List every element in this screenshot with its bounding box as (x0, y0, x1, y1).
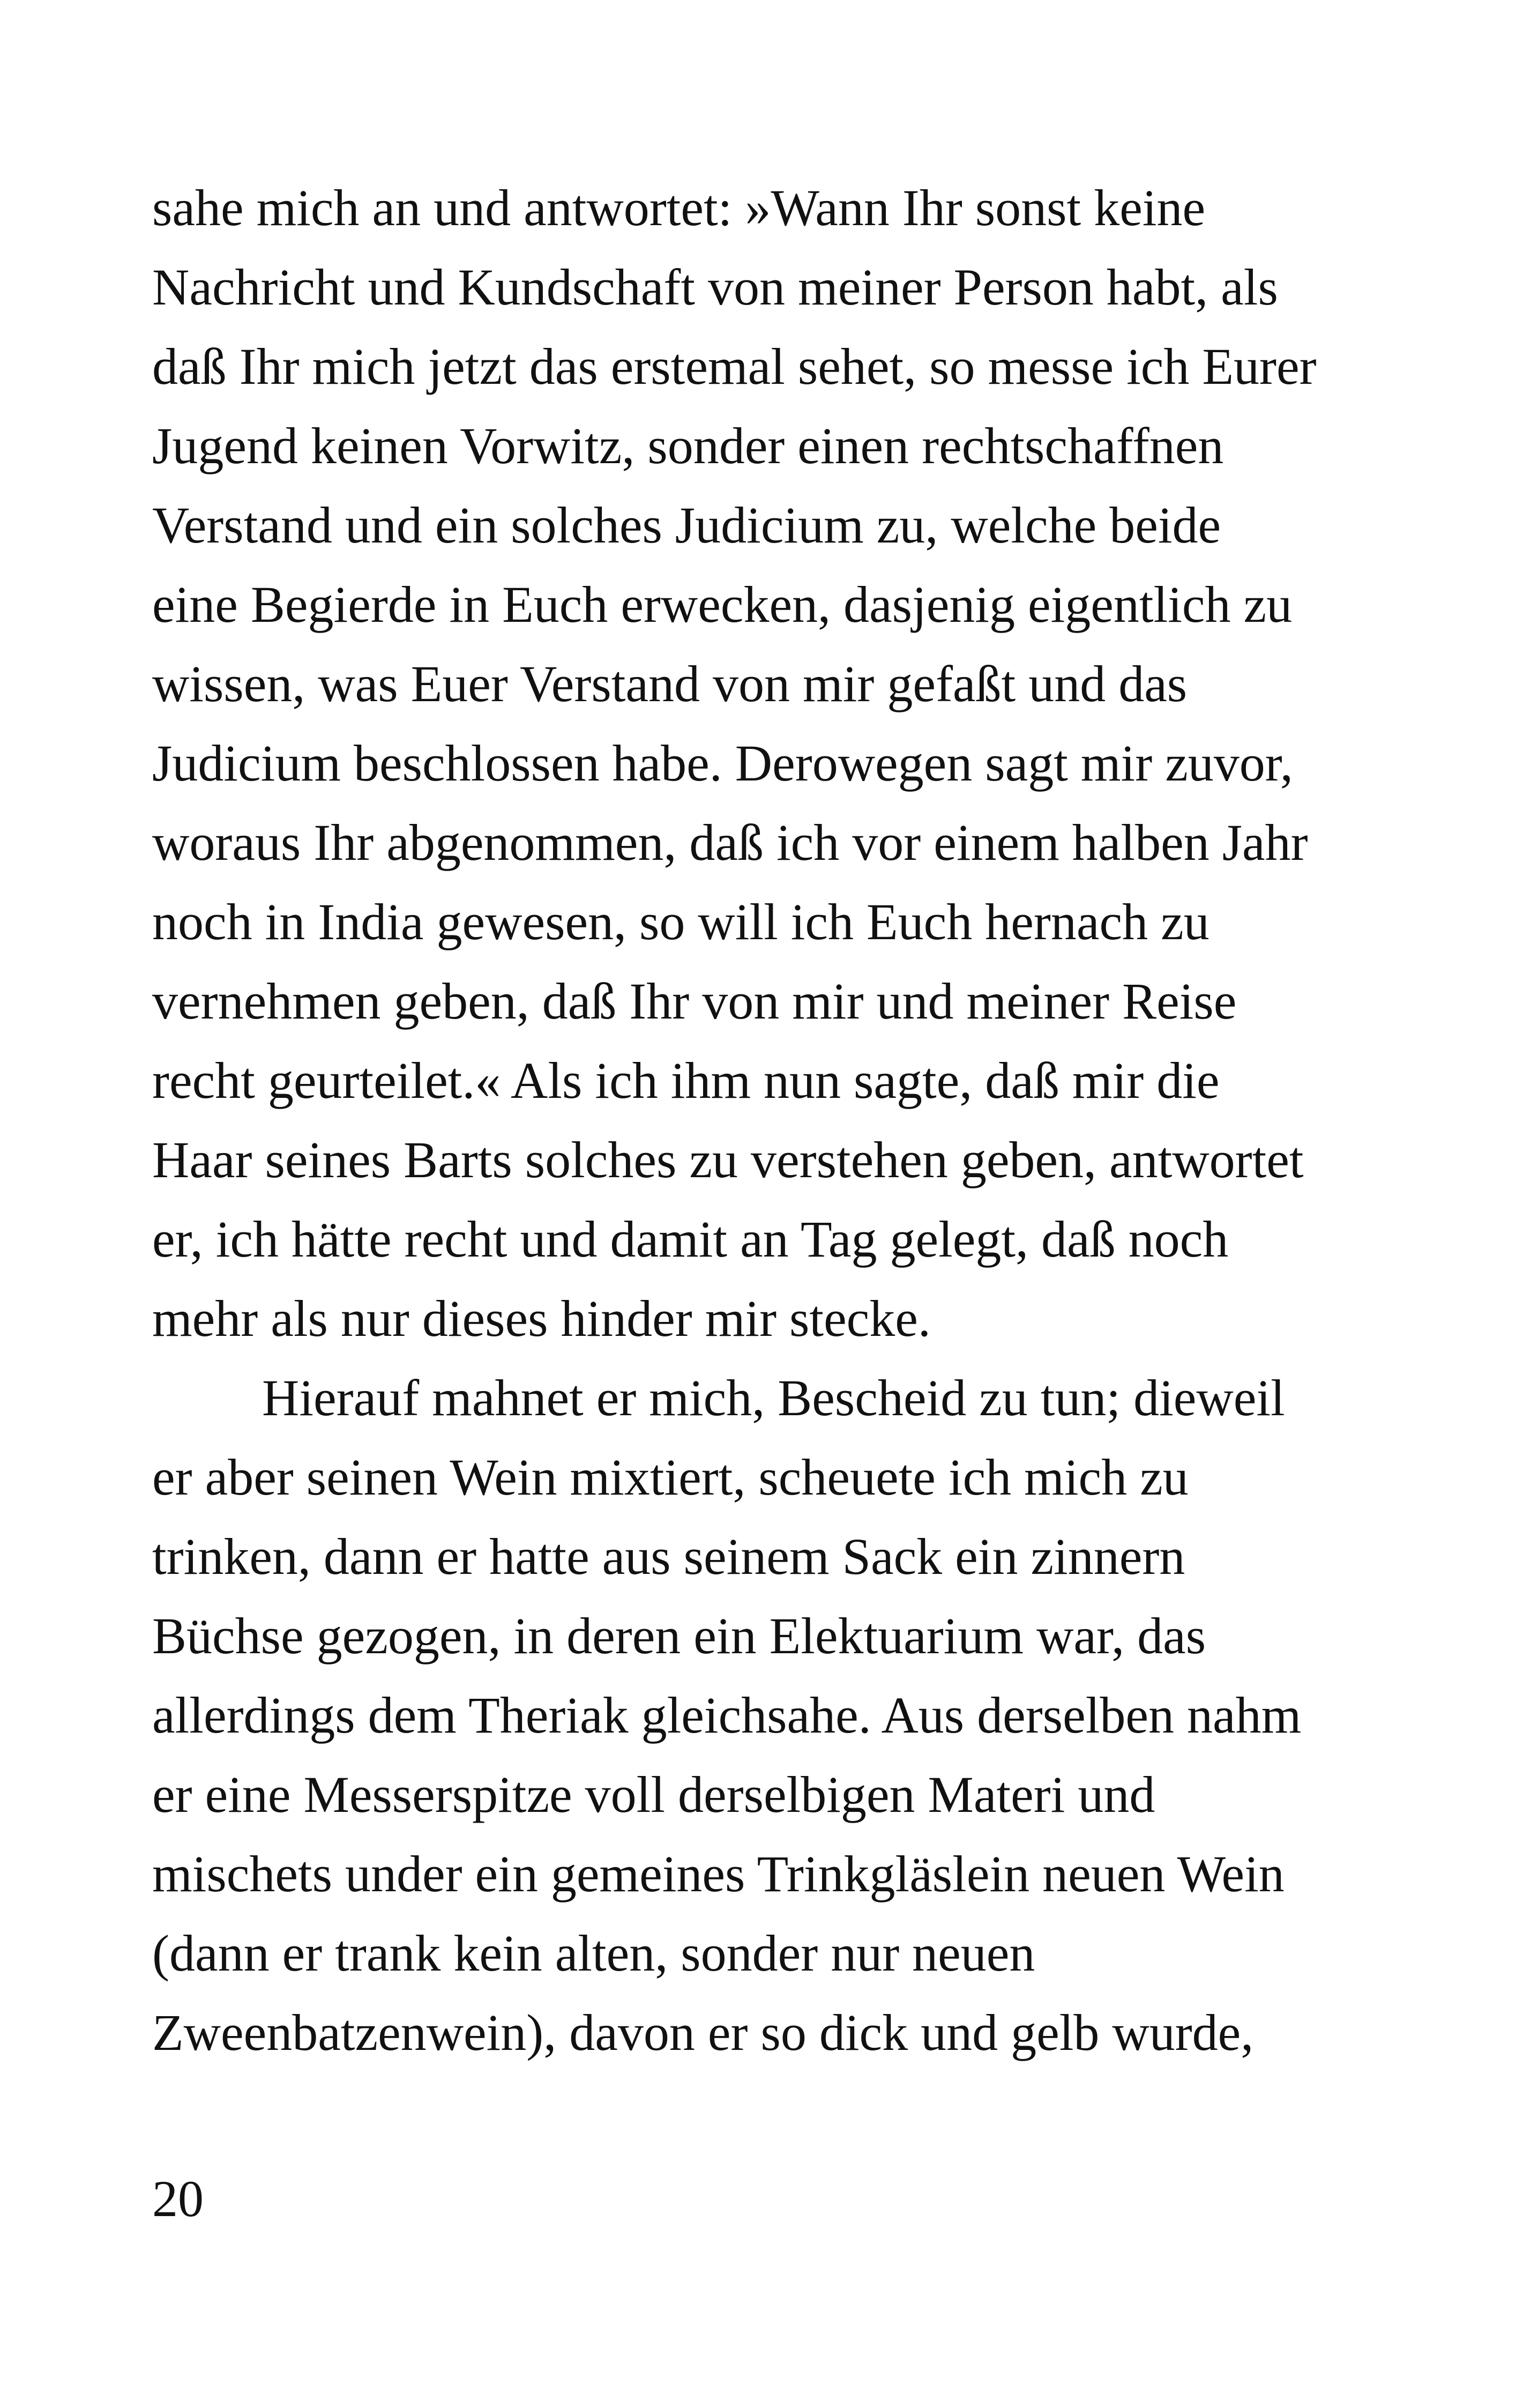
text-line: daß Ihr mich jetzt das erstemal sehet, so messe ich Eurer (152, 338, 1317, 395)
text-line: vernehmen geben, daß Ihr von mir und meiner Reise (152, 972, 1237, 1030)
text-line: Haar seines Barts solches zu verstehen geben, antwortet (152, 1131, 1304, 1188)
text-line: wissen, was Euer Verstand von mir gefaßt und das (152, 655, 1188, 712)
paragraph-1 (152, 168, 1385, 1358)
text-line: Nachricht und Kundschaft von meiner Person habt, als (152, 258, 1278, 316)
text-line: allerdings dem Theriak gleichsahe. Aus derselben nahm (152, 1686, 1302, 1744)
text-line: woraus Ihr abgenommen, daß ich vor einem halben Jahr (152, 814, 1308, 871)
text-line: Büchse gezogen, in deren ein Elektuarium war, das (152, 1607, 1206, 1664)
text-line: Verstand und ein solches Judicium zu, welche beide (152, 496, 1221, 554)
paragraph-2 (152, 1358, 1385, 2072)
text-line: recht geurteilet.« Als ich ihm nun sagte, daß mir die (152, 1052, 1220, 1109)
text-line: er eine Messerspitze voll derselbigen Materi und (152, 1766, 1155, 1823)
text-line: trinken, dann er hatte aus seinem Sack ein zinnern (152, 1528, 1185, 1585)
text-line: Hierauf mahnet er mich, Bescheid zu tun; dieweil (262, 1369, 1285, 1426)
body-text (152, 168, 1385, 2072)
text-line: er aber seinen Wein mixtiert, scheuete ich mich zu (152, 1448, 1189, 1506)
text-line: noch in India gewesen, so will ich Euch hernach zu (152, 893, 1210, 950)
text-line: er, ich hätte recht und damit an Tag gelegt, daß noch (152, 1210, 1229, 1268)
text-line: mischets under ein gemeines Trinkgläslein neuen Wein (152, 1845, 1285, 1902)
text-line: mehr als nur dieses hinder mir stecke. (152, 1290, 931, 1347)
text-line: eine Begierde in Euch erwecken, dasjenig eigentlich zu (152, 576, 1293, 633)
page-number: 20 (152, 2170, 204, 2227)
text-line: Jugend keinen Vorwitz, sonder einen rechtschaffnen (152, 417, 1224, 474)
text-line: Judicium beschlossen habe. Derowegen sagt mir zuvor, (152, 734, 1293, 792)
text-line: sahe mich an und antwortet: »Wann Ihr sonst keine (152, 179, 1206, 236)
text-line: (dann er trank kein alten, sonder nur neuen (152, 1924, 1035, 1982)
text-line: Zweenbatzenwein), davon er so dick und gelb wurde, (152, 2004, 1254, 2061)
